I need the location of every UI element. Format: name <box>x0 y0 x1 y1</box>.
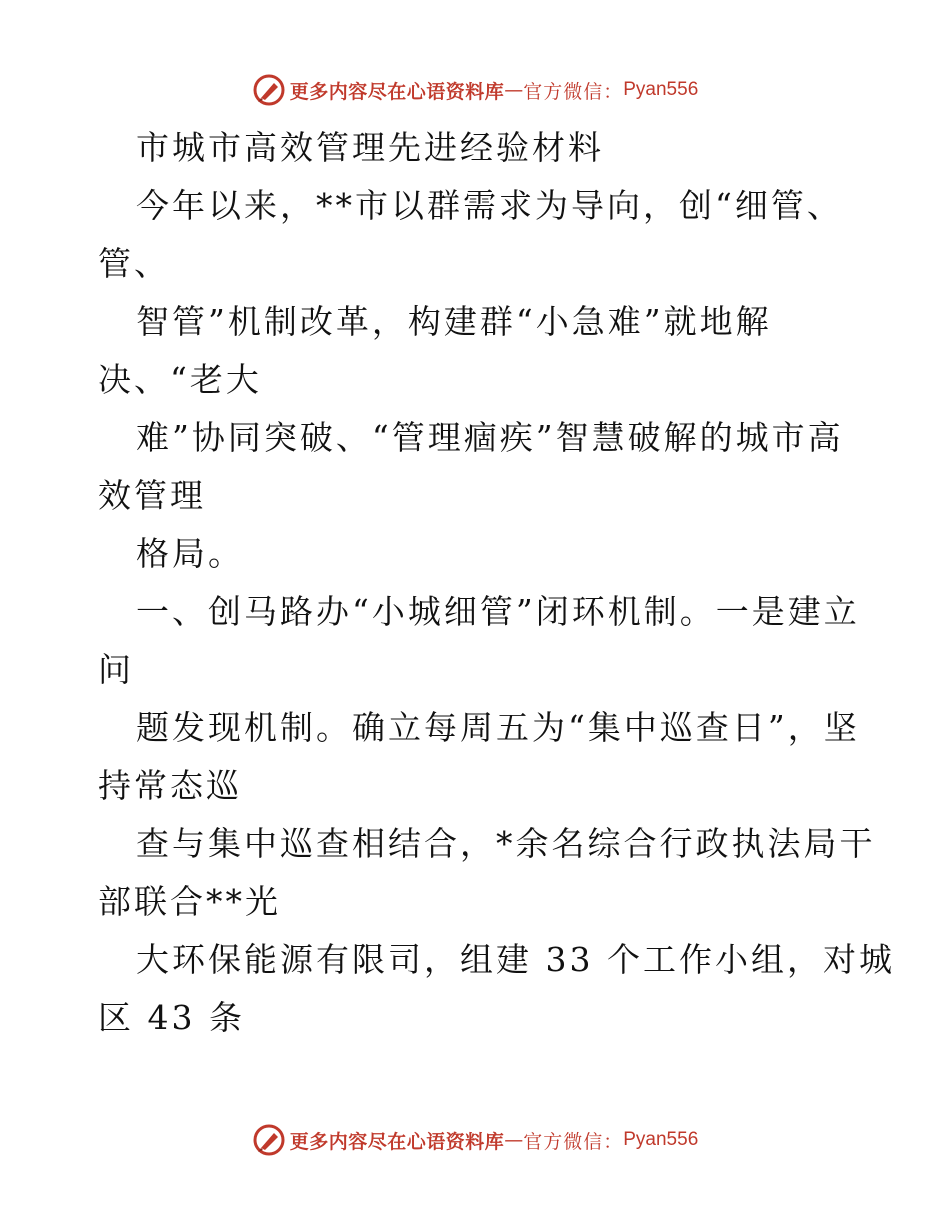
watermark-separator: — <box>504 79 524 101</box>
text-line: 题发现机制。确立每周五为“集中巡查日”，坚 <box>136 708 860 747</box>
watermark-wechat-label: 官方微信： <box>523 80 624 103</box>
text-line: 大环保能源有限司，组建 33 个工作小组，对城 <box>136 940 895 979</box>
watermark-main-text: 更多内容尽在心语资料库 <box>289 1130 505 1153</box>
text-line: 管、 <box>98 244 170 283</box>
text-line: 难”协同突破、“管理痼疾”智慧破解的城市高 <box>136 418 844 457</box>
text-line: 智管”机制改革，构建群“小急难”就地解 <box>136 302 772 341</box>
document-title: 市城市高效管理先进经验材料 <box>136 128 604 167</box>
text-line: 今年以来，**市以群需求为导向，创“细管、 <box>136 186 843 225</box>
text-line: 区 43 条 <box>98 998 245 1037</box>
pen-nib-logo-icon <box>252 1123 286 1157</box>
text-line: 格局。 <box>136 534 244 573</box>
watermark-wechat-label: 官方微信： <box>523 1130 624 1153</box>
footer-watermark <box>0 1120 950 1160</box>
text-line: 问 <box>98 650 134 689</box>
watermark-wechat-id: Pyan556 <box>623 1129 699 1150</box>
text-line: 持常态巡 <box>98 766 242 805</box>
text-line: 决、“老大 <box>98 360 262 399</box>
watermark-separator: — <box>504 1129 524 1151</box>
text-line: 效管理 <box>98 476 206 515</box>
watermark-main-text: 更多内容尽在心语资料库 <box>289 80 505 103</box>
text-line: 查与集中巡查相结合，*余名综合行政执法局干 <box>136 824 876 863</box>
watermark-wechat-id: Pyan556 <box>623 79 699 100</box>
text-line: 部联合**光 <box>98 882 281 921</box>
section-heading-line: 一、创马路办“小城细管”闭环机制。一是建立 <box>136 592 860 631</box>
